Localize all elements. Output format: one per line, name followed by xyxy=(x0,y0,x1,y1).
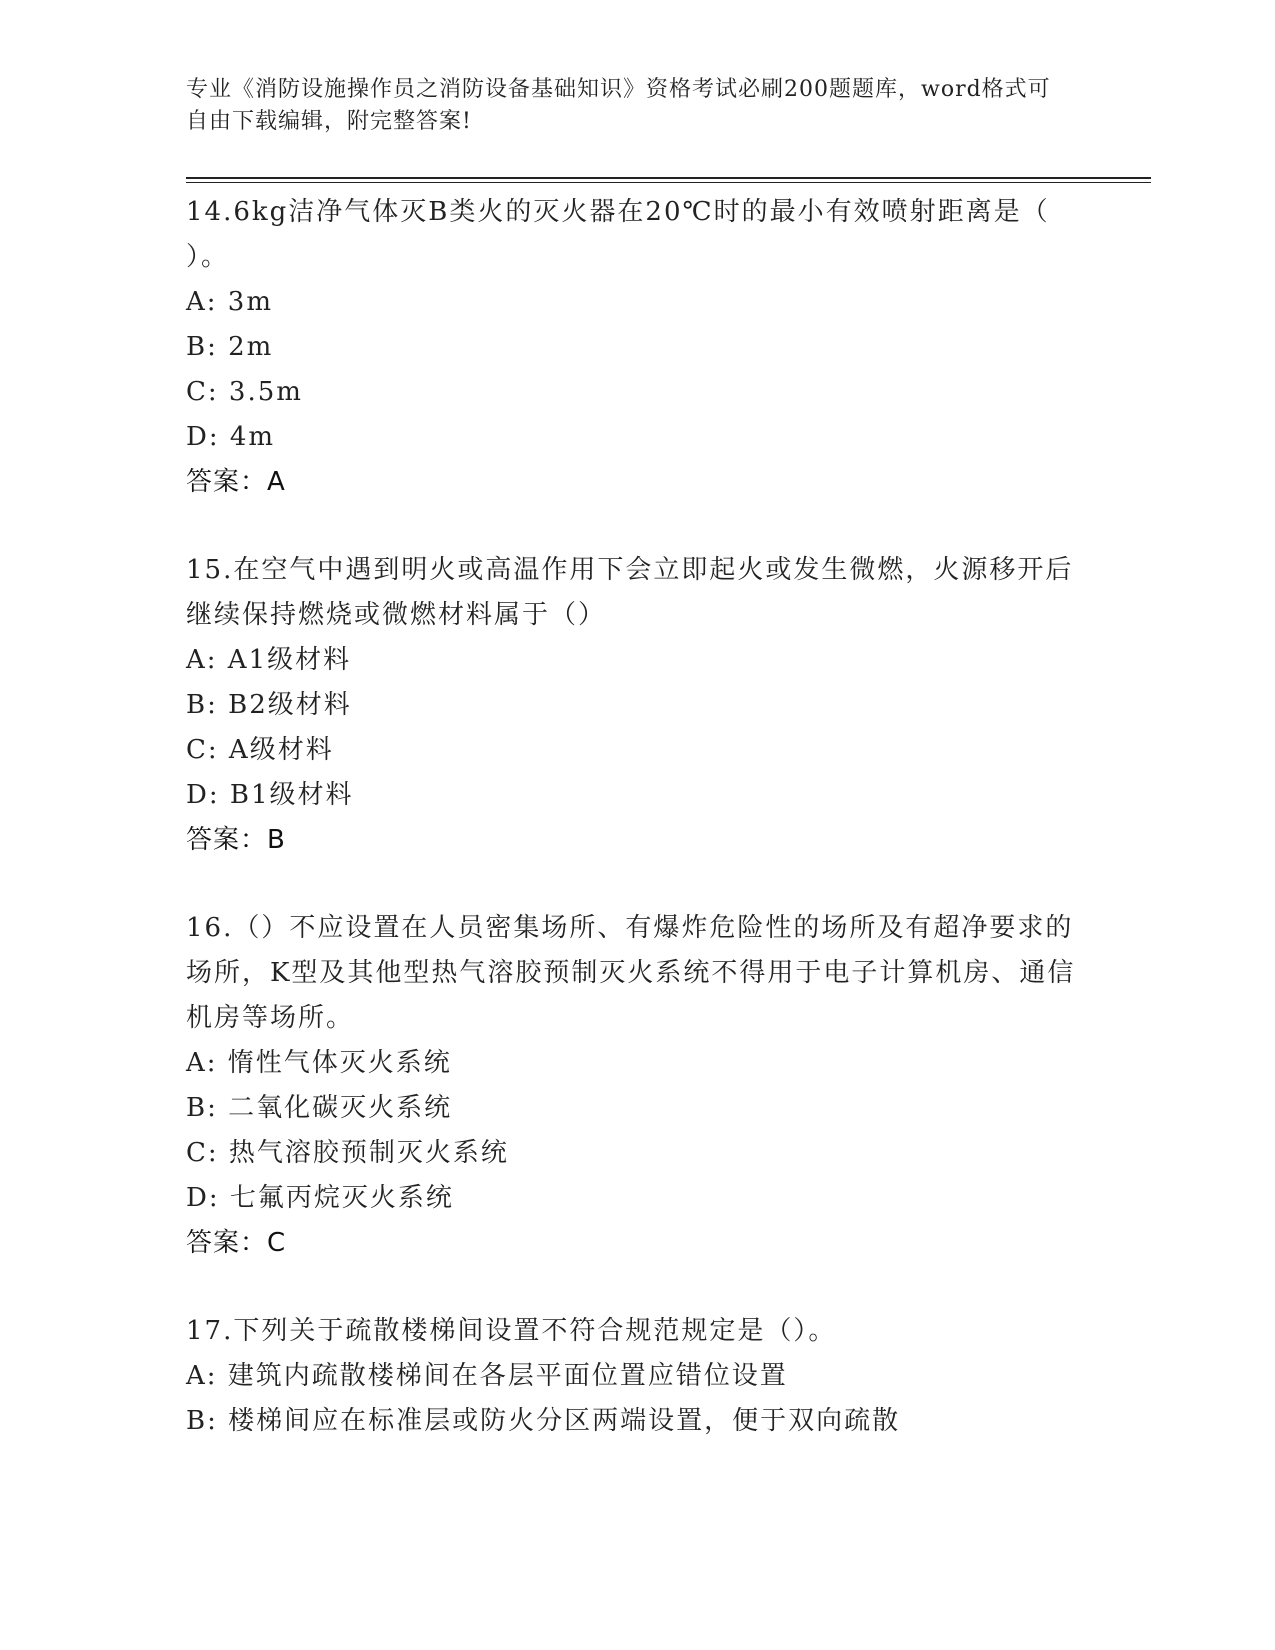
answer-line: 答案：A xyxy=(186,467,286,497)
question-15 xyxy=(186,548,1076,863)
answer-line: 答案：B xyxy=(186,825,286,855)
option-a: A: 建筑内疏散楼梯间在各层平面位置应错位设置 xyxy=(186,1361,788,1391)
option-d: D: B1级材料 xyxy=(186,780,354,810)
document-header: 专业《消防设施操作员之消防设备基础知识》资格考试必刷200题题库，word格式可自由下载编辑，附完整答案! xyxy=(186,77,1051,134)
option-d: D: 4m xyxy=(186,422,276,452)
option-d: D: 七氟丙烷灭火系统 xyxy=(186,1183,454,1213)
question-stem: 16.（）不应设置在人员密集场所、有爆炸危险性的场所及有超净要求的场所，K型及其他型热气溶胶预制灭火系统不得用于电子计算机房、通信机房等场所。 xyxy=(186,913,1076,1033)
option-b: B: 二氧化碳灭火系统 xyxy=(186,1093,453,1123)
option-a: A: 3m xyxy=(186,287,273,317)
option-c: C: 3.5m xyxy=(186,377,303,407)
option-b: B: B2级材料 xyxy=(186,690,352,720)
option-a: A: A1级材料 xyxy=(186,645,352,675)
option-c: C: A级材料 xyxy=(186,735,334,765)
question-17 xyxy=(186,1309,1076,1444)
question-stem: 17.下列关于疏散楼梯间设置不符合规范规定是（）。 xyxy=(186,1316,837,1346)
option-b: B: 2m xyxy=(186,332,274,362)
option-a: A: 惰性气体灭火系统 xyxy=(186,1048,452,1078)
question-14 xyxy=(186,190,1076,505)
question-16 xyxy=(186,906,1076,1266)
question-list xyxy=(186,190,1076,1487)
question-stem: 14.6kg洁净气体灭B类火的灭火器在20℃时的最小有效喷射距离是（ ）。 xyxy=(186,197,1050,272)
option-c: C: 热气溶胶预制灭火系统 xyxy=(186,1138,509,1168)
header-divider-thin xyxy=(186,182,1151,183)
option-b: B: 楼梯间应在标准层或防火分区两端设置，便于双向疏散 xyxy=(186,1406,901,1436)
header-divider-thick xyxy=(186,177,1151,179)
answer-line: 答案：C xyxy=(186,1228,287,1258)
question-stem: 15.在空气中遇到明火或高温作用下会立即起火或发生微燃，火源移开后继续保持燃烧或微燃材料属于（） xyxy=(186,555,1074,630)
